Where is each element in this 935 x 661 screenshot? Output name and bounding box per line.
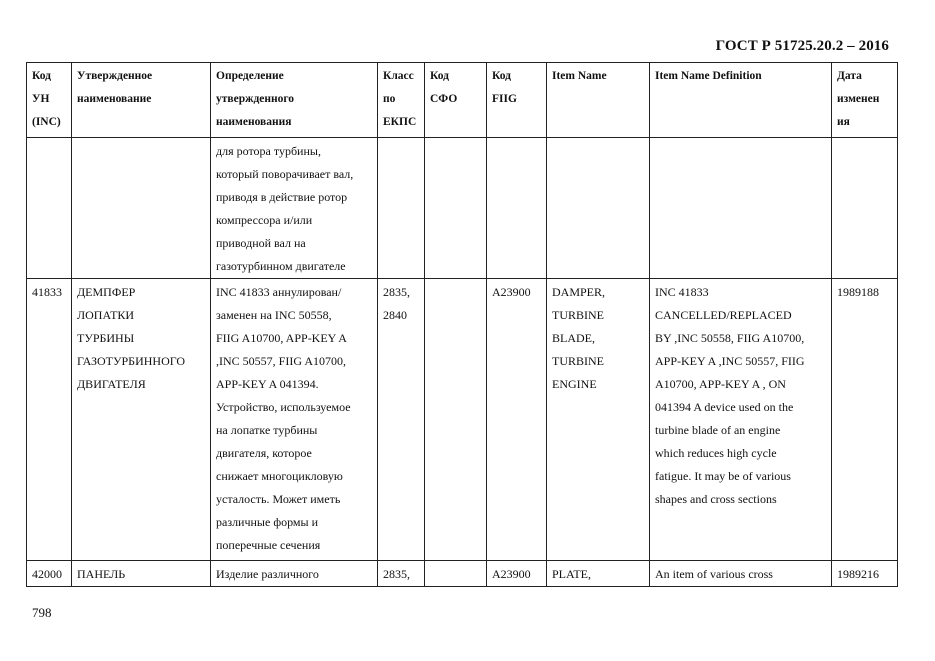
col-header-change-date: Дата изменен ия — [832, 63, 898, 138]
table-row — [27, 279, 898, 561]
cell-item-name — [547, 138, 650, 279]
cell-ekps-class: 2835, 2840 — [378, 279, 425, 561]
cell-approved-name: ПАНЕЛЬ — [72, 561, 211, 587]
catalog-table — [26, 62, 898, 587]
cell-inc: 41833 — [27, 279, 72, 561]
cell-change-date: 1989188 — [832, 279, 898, 561]
cell-approved-name — [72, 138, 211, 279]
col-header-approved-name: Утвержденное наименование — [72, 63, 211, 138]
cell-definition: Изделие различного — [211, 561, 378, 587]
table-row — [27, 138, 898, 279]
cell-change-date — [832, 138, 898, 279]
col-header-definition: Определение утвержденного наименования — [211, 63, 378, 138]
col-header-inc: Код УН (INC) — [27, 63, 72, 138]
document-header: ГОСТ Р 51725.20.2 – 2016 — [715, 38, 889, 54]
cell-definition: для ротора турбины, который поворачивает вал, приводя в действие ротор компрессора и/или приводной вал на газотурбинном двигателе — [211, 138, 378, 279]
table-row — [27, 561, 898, 587]
col-header-item-name: Item Name — [547, 63, 650, 138]
cell-approved-name: ДЕМПФЕР ЛОПАТКИ ТУРБИНЫ ГАЗОТУРБИННОГО ДВИГАТЕЛЯ — [72, 279, 211, 561]
cell-item-name: DAMPER, TURBINE BLADE, TURBINE ENGINE — [547, 279, 650, 561]
cell-fiig-code: A23900 — [487, 561, 547, 587]
cell-inc: 42000 — [27, 561, 72, 587]
cell-sfo-code — [425, 561, 487, 587]
page-number: 798 — [32, 605, 52, 620]
cell-item-name-definition: INC 41833 CANCELLED/REPLACED BY ,INC 50558, FIIG A10700, APP-KEY A ,INC 50557, FIIG A10700, APP-KEY A , ON 041394 A device used on the turbine blade of an engine which reduces high cycle fatigue. It may be of various shapes and cross sections — [650, 279, 832, 561]
cell-ekps-class — [378, 138, 425, 279]
cell-item-name: PLATE, — [547, 561, 650, 587]
cell-item-name-definition: An item of various cross — [650, 561, 832, 587]
cell-fiig-code: A23900 — [487, 279, 547, 561]
col-header-ekps-class: Класс по ЕКПС — [378, 63, 425, 138]
table-header-row — [27, 63, 898, 138]
cell-sfo-code — [425, 138, 487, 279]
cell-ekps-class: 2835, — [378, 561, 425, 587]
cell-item-name-definition — [650, 138, 832, 279]
col-header-sfo-code: Код СФО — [425, 63, 487, 138]
cell-sfo-code — [425, 279, 487, 561]
col-header-item-name-definition: Item Name Definition — [650, 63, 832, 138]
cell-fiig-code — [487, 138, 547, 279]
cell-change-date: 1989216 — [832, 561, 898, 587]
col-header-fiig-code: Код FIIG — [487, 63, 547, 138]
cell-definition: INC 41833 аннулирован/ заменен на INC 50558, FIIG A10700, APP-KEY A ,INC 50557, FIIG A10700, APP-KEY A 041394. Устройство, используемое на лопатке турбины двигателя, которое снижает многоцикловую усталость. Может иметь различные формы и поперечные сечения — [211, 279, 378, 561]
cell-inc — [27, 138, 72, 279]
